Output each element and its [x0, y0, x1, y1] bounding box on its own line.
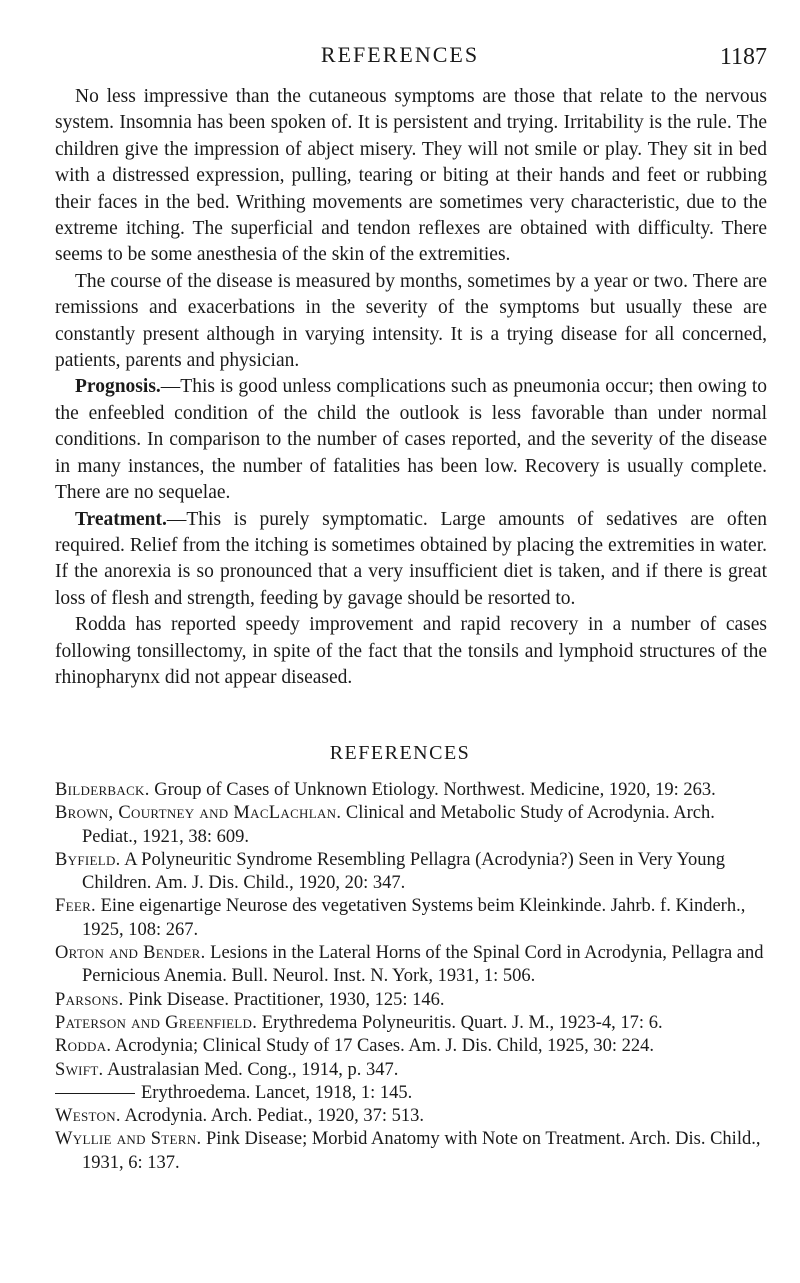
section-run-in-heading: Prognosis.: [75, 376, 161, 398]
reference-author: Orton and Bender.: [55, 943, 206, 964]
reference-citation: Erythredema Polyneuritis. Quart. J. M., 1923-4, 17: 6.: [257, 1012, 663, 1033]
ditto-dash: [55, 1093, 135, 1094]
reference-entry: [55, 895, 767, 942]
paragraph-text: —This is good unless complications such as pneumonia occur; then owing to the enfeebled condition of the child the outlook is less favorable than under normal conditions. In comparison to the number of cases reported, and the severity of the disease in many instances, the number of fatalities has been low. Recovery is usually complete. There are no sequelae.: [55, 376, 767, 504]
reference-citation: Erythroedema. Lancet, 1918, 1: 145.: [141, 1082, 413, 1103]
paragraph-text: —This is purely symptomatic. Large amounts of sedatives are often required. Relief from the itching is sometimes obtained by placing the extremities in water. If the anorexia is so pronounced that a very insufficient diet is taken, and if there is great loss of flesh and strength, feeding by gavage should be resorted to.: [55, 508, 767, 609]
paragraph-prognosis: [55, 374, 767, 506]
references-heading: REFERENCES: [329, 742, 471, 764]
reference-entry: [55, 1128, 767, 1175]
reference-author: Wyllie and Stern.: [55, 1129, 202, 1150]
reference-author: Byfield.: [55, 849, 121, 870]
reference-entry: [55, 1059, 767, 1082]
reference-author: Swift.: [55, 1059, 104, 1080]
reference-citation: Eine eigenartige Neurose des vegetativen Systems beim Kleinkinde. Jahrb. f. Kinderh., 1925, 108: 267.: [82, 896, 746, 940]
paragraph-text: The course of the disease is measured by months, sometimes by a year or two. There are remissions and exacerbations in the severity of the symptoms but usually these are constantly present although in varying intensity. It is a trying disease for all concerned, patients, parents and physician.: [55, 270, 767, 372]
paragraph-treatment: [55, 507, 767, 613]
reference-citation: Pink Disease; Morbid Anatomy with Note on Treatment. Arch. Dis. Child., 1931, 6: 137.: [82, 1129, 761, 1173]
reference-author: Bilderback.: [55, 780, 150, 800]
paragraph: [55, 612, 767, 691]
reference-citation: Clinical and Metabolic Study of Acrodynia. Arch. Pediat., 1921, 38: 609.: [82, 803, 715, 847]
reference-entry-ditto: [55, 1082, 767, 1105]
reference-citation: Acrodynia. Arch. Pediat., 1920, 37: 513.: [120, 1106, 424, 1127]
reference-citation: Lesions in the Lateral Horns of the Spinal Cord in Acrodynia, Pellagra and Pernicious Anemia. Bull. Neurol. Inst. N. York, 1931, 1: 506.: [82, 943, 764, 987]
reference-citation: Pink Disease. Practitioner, 1930, 125: 146.: [123, 989, 445, 1010]
running-title: REFERENCES: [320, 42, 480, 67]
reference-author: Parsons.: [55, 989, 124, 1010]
reference-entry: [55, 1035, 767, 1058]
reference-entry: [55, 849, 767, 896]
paragraph-text: Rodda has reported speedy improvement and rapid recovery in a number of cases following tonsillectomy, in spite of the fact that the tonsils and lymphoid structures of the rhinopharynx did not appear diseased.: [55, 614, 767, 688]
reference-citation: A Polyneuritic Syndrome Resembling Pellagra (Acrodynia?) Seen in Very Young Children. Am. J. Dis. Child., 1920, 20: 347.: [82, 849, 726, 894]
body-text: [55, 84, 767, 691]
reference-entry: [55, 942, 767, 989]
reference-author: Feer.: [55, 896, 96, 917]
reference-citation: Australasian Med. Cong., 1914, p. 347.: [103, 1059, 399, 1080]
page-number: 1187: [719, 44, 767, 70]
reference-author: Paterson and Greenfield.: [55, 1012, 258, 1033]
reference-entry: [55, 779, 767, 802]
reference-author: Weston.: [55, 1106, 121, 1127]
reference-entry: [55, 802, 767, 849]
reference-entry: [55, 989, 767, 1012]
reference-author: Brown, Courtney and MacLachlan.: [55, 803, 342, 824]
section-run-in-heading: Treatment.: [75, 508, 167, 530]
reference-list: [55, 779, 767, 1175]
paragraph-text: No less impressive than the cutaneous symptoms are those that relate to the nervous system. Insomnia has been spoken of. It is persistent and trying. Irritability is the rule. The children give the impression of abject misery. They will not smile or play. They sit in bed with a distressed expression, pulling, tearing or biting at their hands and feet or rubbing their faces in the bed. Writhing movements are sometimes very characteristic, due to the extreme itching. The superficial and tendon reflexes are obtained with difficulty. There seems to be some anesthesia of the skin of the extremities.: [55, 86, 767, 266]
paragraph: [55, 269, 767, 375]
reference-citation: Acrodynia; Clinical Study of 17 Cases. Am. J. Dis. Child, 1925, 30: 224.: [111, 1036, 654, 1057]
running-head: [0, 42, 800, 72]
reference-author: Rodda.: [55, 1036, 112, 1057]
reference-entry: [55, 1105, 767, 1128]
reference-entry: [55, 1012, 767, 1035]
paragraph: [55, 84, 767, 269]
reference-citation: Group of Cases of Unknown Etiology. Northwest. Medicine, 1920, 19: 263.: [149, 780, 716, 800]
